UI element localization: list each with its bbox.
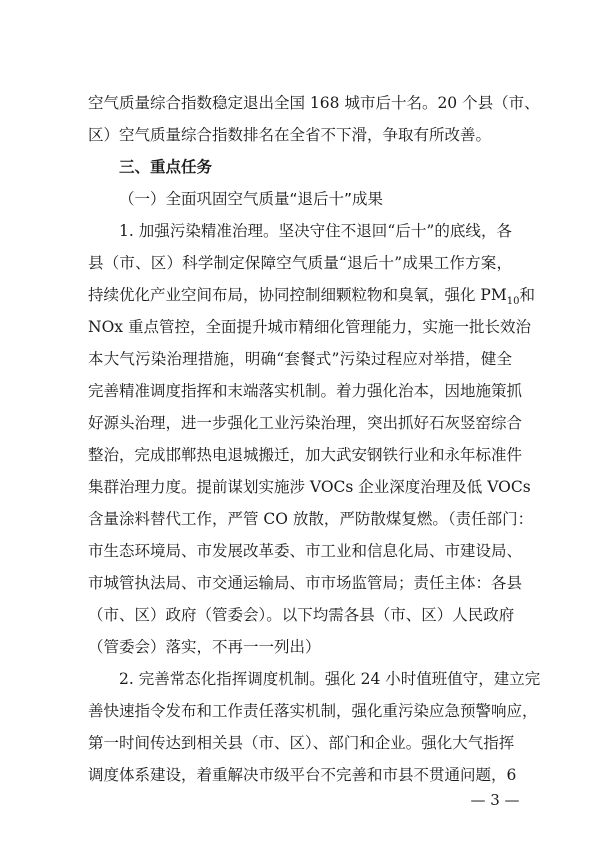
subsection-heading: （一）全面巩固空气质量“退后十”成果	[119, 190, 384, 208]
item1-line-5: 本大气污染治理措施，明确“套餐式”污染过程应对举措，健全	[88, 350, 512, 368]
item1-line-11: 市生态环境局、市发展改革委、市工业和信息化局、市建设局、	[88, 542, 523, 560]
item1-line-4: NOx 重点管控，全面提升城市精细化管理能力，实施一批长效治	[88, 318, 531, 336]
item1-line-3-text: 持续优化产业空间布局，协同控制细颗粒物和臭氧，强化 PM	[88, 286, 507, 304]
item1-line-2: 县（市、区）科学制定保障空气质量“退后十”成果工作方案，	[88, 254, 512, 272]
pm-subscript: 10	[506, 296, 520, 308]
item1-line-3-tail: 和	[519, 286, 535, 304]
page-number: — 3 —	[470, 791, 520, 809]
item1-line-13: （市、区）政府（管委会）。以下均需各县（市、区）人民政府	[88, 606, 515, 624]
item2-line-2: 善快速指令发布和工作责任落实机制，强化重污染应急预警响应，	[88, 702, 538, 720]
item1-line-9: 集群治理力度。提前谋划实施涉 VOCs 企业深度治理及低 VOCs	[88, 478, 531, 496]
item2-line-1: 2. 完善常态化指挥调度机制。强化 24 小时值班值守，建立完	[119, 670, 541, 688]
item1-line-8: 整治，完成邯郸热电退城搬迁，加大武安钢铁行业和永年标准件	[88, 446, 523, 464]
paragraph-intro-line-1: 空气质量综合指数稳定退出全国 168 城市后十名。20 个县（市、	[88, 94, 540, 112]
item2-line-3: 第一时间传达到相关县（市、区）、部门和企业。强化大气指挥	[88, 734, 515, 752]
item1-line-1: 1. 加强污染精准治理。坚决守住不退回“后十”的底线，各	[119, 222, 512, 240]
item1-line-6: 完善精准调度指挥和末端落实机制。着力强化治本，因地施策抓	[88, 382, 523, 400]
item2-line-4: 调度体系建设，着重解决市级平台不完善和市县不贯通问题，6	[88, 766, 517, 784]
section-heading: 三、重点任务	[119, 158, 213, 176]
item1-line-10: 含量涂料替代工作，严管 CO 放散，严防散煤复燃。（责任部门：	[88, 510, 534, 528]
item1-line-3	[88, 282, 535, 308]
item1-line-7: 好源头治理，进一步强化工业污染治理，突出抓好石灰竖窑综合	[88, 414, 523, 432]
paragraph-intro-line-2: 区）空气质量综合指数排名在全省不下滑，争取有所改善。	[88, 126, 492, 144]
item1-line-14: （管委会）落实，不再一一列出）	[88, 638, 321, 656]
item1-line-12: 市城管执法局、市交通运输局、市市场监管局；责任主体：各县	[88, 574, 523, 592]
